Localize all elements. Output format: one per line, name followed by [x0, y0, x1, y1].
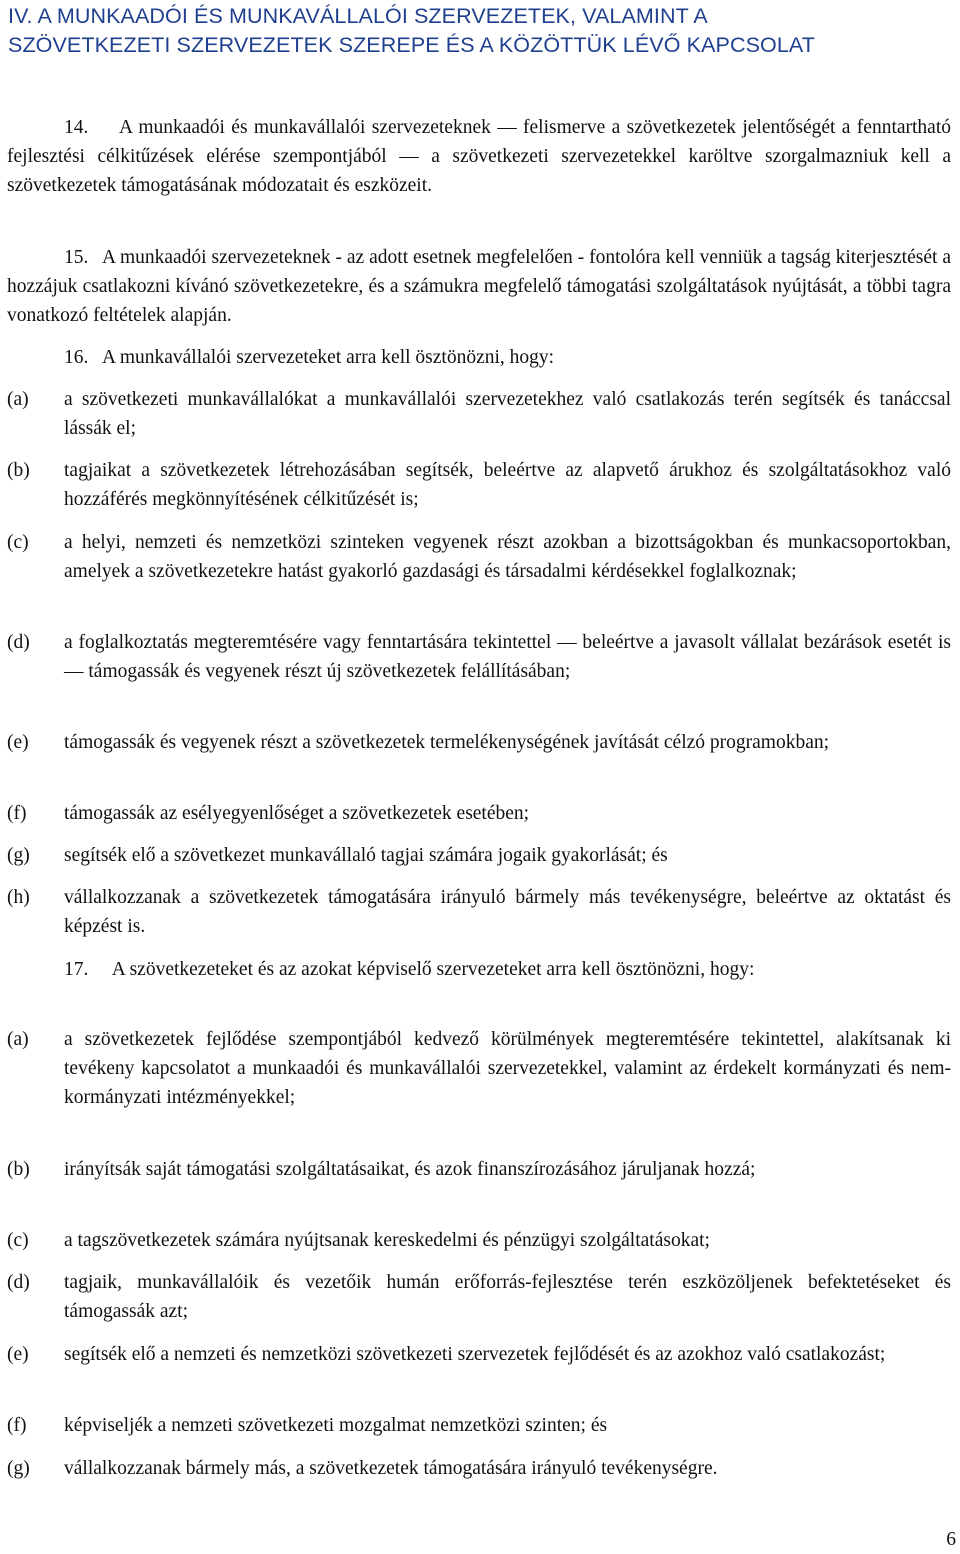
paragraph-17: [7, 955, 951, 984]
list-item-text: a szövetkezeti munkavállalókat a munkavállalói szervezetekhez való csatlakozás terén segítsék és tanáccsal lássák el;: [64, 389, 951, 439]
paragraph-text: A munkavállalói szervezeteket arra kell ösztönözni, hogy:: [101, 347, 555, 368]
list-item-label: (h): [7, 887, 30, 908]
list-item-label: (f): [7, 1415, 27, 1436]
list-item-text: tagjaikat a szövetkezetek létrehozásában segítsék, beleértve az alapvető árukhoz és szolgáltatásokhoz való hozzáférés megkönnyítésének célkitűzését is;: [64, 460, 951, 510]
list-item-label: (b): [7, 1159, 30, 1180]
paragraph-text: A munkaadói szervezeteknek - az adott esetnek megfelelően - fontolóra kell venniük a tagság kiterjesztését a hozzájuk csatlakozni kívánó szövetkezetekre, és a számukra megfelelő támogatási szolgáltatások nyújtását, a többi tagra vonatkozó feltételek alapján.: [7, 247, 951, 326]
list-item-text: képviseljék a nemzeti szövetkezeti mozgalmat nemzetközi szinten; és: [64, 1415, 608, 1436]
paragraph-16: [7, 343, 951, 372]
list-item-label: (c): [7, 1230, 29, 1251]
paragraph-number: 15.: [64, 247, 89, 268]
list-item-label: (f): [7, 803, 27, 824]
paragraph-number: 14.: [64, 117, 89, 138]
list-item-label: (g): [7, 845, 30, 866]
list-item-label: (a): [7, 1029, 29, 1050]
page-number: 6: [946, 1529, 956, 1550]
paragraph-14: [7, 113, 951, 200]
list-item-text: támogassák az esélyegyenlőséget a szövetkezetek esetében;: [64, 803, 530, 824]
list-item-text: a szövetkezetek fejlődése szempontjából kedvező körülmények megteremtésére tekintettel, alakítsanak ki tevékeny kapcsolatot a munkaadói és munkavállalói szervezetekkel, valamint az érdekelt kormányzati és nem-kormányzati intézményekkel;: [64, 1029, 951, 1108]
list-item-text: tagjaik, munkavállalóik és vezetőik humán erőforrás-fejlesztése terén eszközöljenek befektetéseket és támogassák azt;: [64, 1272, 951, 1322]
list-item-text: a foglalkoztatás megteremtésére vagy fenntartására tekintettel ― beleértve a javasolt vállalat bezárások esetét is ― támogassák és vegyenek részt új szövetkezetek felállításában;: [64, 632, 951, 682]
list-item-label: (g): [7, 1458, 30, 1479]
list-item-text: támogassák és vegyenek részt a szövetkezetek termelékenységének javítását célzó programokban;: [64, 732, 830, 753]
list-item-label: (d): [7, 1272, 30, 1293]
list-item-text: vállalkozzanak a szövetkezetek támogatására irányuló bármely más tevékenységre, beleértve az oktatást és képzést is.: [64, 887, 951, 937]
paragraph-15: [7, 243, 951, 330]
paragraph-number: 16.: [64, 347, 89, 368]
list-item-label: (d): [7, 632, 30, 653]
list-item-label: (e): [7, 732, 29, 753]
list-item-label: (e): [7, 1344, 29, 1365]
heading-line-2: SZÖVETKEZETI SZERVEZETEK SZEREPE ÉS A KÖZÖTTÜK LÉVŐ KAPCSOLAT: [8, 33, 815, 57]
paragraph-number: 17.: [64, 959, 89, 980]
list-item-text: a tagszövetkezetek számára nyújtsanak kereskedelmi és pénzügyi szolgáltatásokat;: [64, 1230, 710, 1251]
list-item-text: vállalkozzanak bármely más, a szövetkezetek támogatására irányuló tevékenységre.: [64, 1458, 718, 1479]
list-item-label: (c): [7, 532, 29, 553]
list-item-text: segítsék elő a nemzeti és nemzetközi szövetkezeti szervezetek fejlődését és az azokhoz való csatlakozást;: [64, 1344, 886, 1365]
heading-line-1: IV. A MUNKAADÓI ÉS MUNKAVÁLLALÓI SZERVEZETEK, VALAMINT A: [8, 4, 708, 28]
list-item-label: (b): [7, 460, 30, 481]
list-item-text: irányítsák saját támogatási szolgáltatásaikat, és azok finanszírozásához járuljanak hozzá;: [64, 1159, 756, 1180]
paragraph-text: A munkaadói és munkavállalói szervezeteknek ― felismerve a szövetkezetek jelentőségét a fenntartható fejlesztési célkitűzések elérése szempontjából ― a szövetkezeti szervezetekkel karöltve szorgalmazniuk kell a szövetkezetek támogatásának módozatait és eszközeit.: [7, 117, 951, 196]
section-heading: [8, 2, 953, 60]
list-item-label: (a): [7, 389, 29, 410]
paragraph-text: A szövetkezeteket és az azokat képviselő szervezeteket arra kell ösztönözni, hogy:: [111, 959, 755, 980]
list-item-text: a helyi, nemzeti és nemzetközi szinteken vegyenek részt azokban a bizottságokban és munkacsoportokban, amelyek a szövetkezetekre hatást gyakorló gazdasági és társadalmi kérdésekkel foglalkoznak;: [64, 532, 951, 582]
list-item-text: segítsék elő a szövetkezet munkavállaló tagjai számára jogaik gyakorlását; és: [64, 845, 668, 866]
